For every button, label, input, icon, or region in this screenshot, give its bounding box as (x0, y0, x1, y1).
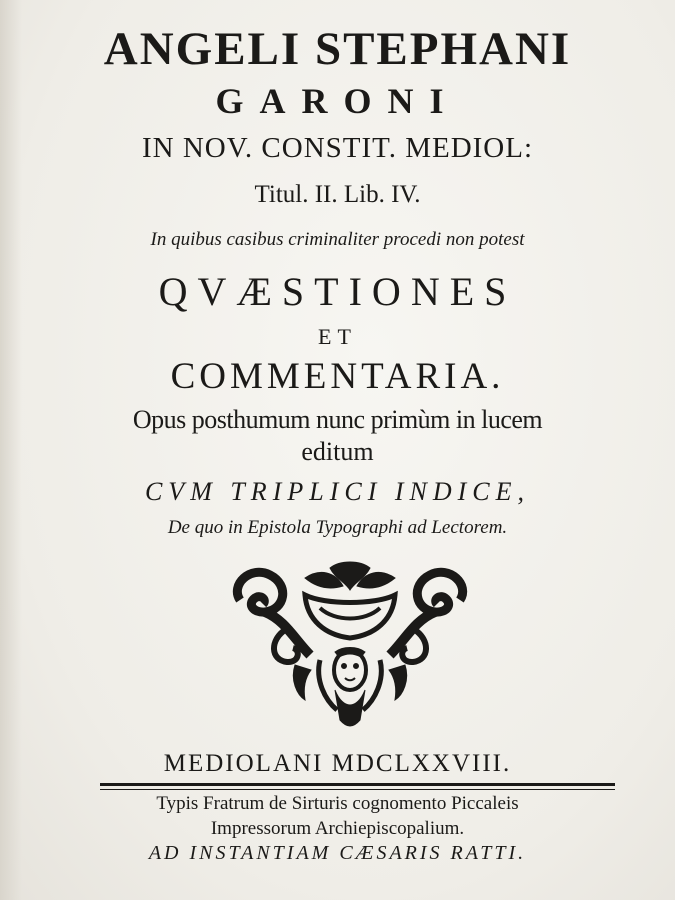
main-title-2: COMMENTARIA. (170, 356, 505, 397)
conjunction: ET (318, 324, 357, 349)
author-line-2: GARONI (215, 81, 460, 121)
printer-ornament-icon (225, 560, 475, 730)
author-line-1: ANGELI STEPHANI (103, 23, 572, 75)
index-line: CVM TRIPLICI INDICE, (144, 477, 531, 506)
imprint-rule-thin (100, 789, 615, 790)
imprint-rule-thick (100, 783, 615, 786)
subject-line: IN NOV. CONSTIT. MEDIOL: (141, 132, 534, 164)
main-title: QVÆSTIONES (158, 269, 517, 314)
title-reference: Titul. II. Lib. IV. (254, 181, 421, 208)
printer-line-2: Impressorum Archiepiscopalium. (210, 818, 465, 839)
imprint-place-date: MEDIOLANI MDCLXXVIII. (163, 750, 512, 777)
description-line-1: Opus posthumum nunc primùm in lucem (132, 405, 543, 434)
subtitle-italic: In quibus casibus criminaliter procedi non potest (150, 229, 525, 250)
printer-line-3: AD INSTANTIAM CÆSARIS RATTI. (148, 842, 527, 864)
description-line-2: editum (301, 437, 374, 466)
printer-line-1: Typis Fratrum de Sirturis cognomento Piccaleis (156, 793, 519, 814)
index-note: De quo in Epistola Typographi ad Lectorem. (167, 517, 508, 538)
